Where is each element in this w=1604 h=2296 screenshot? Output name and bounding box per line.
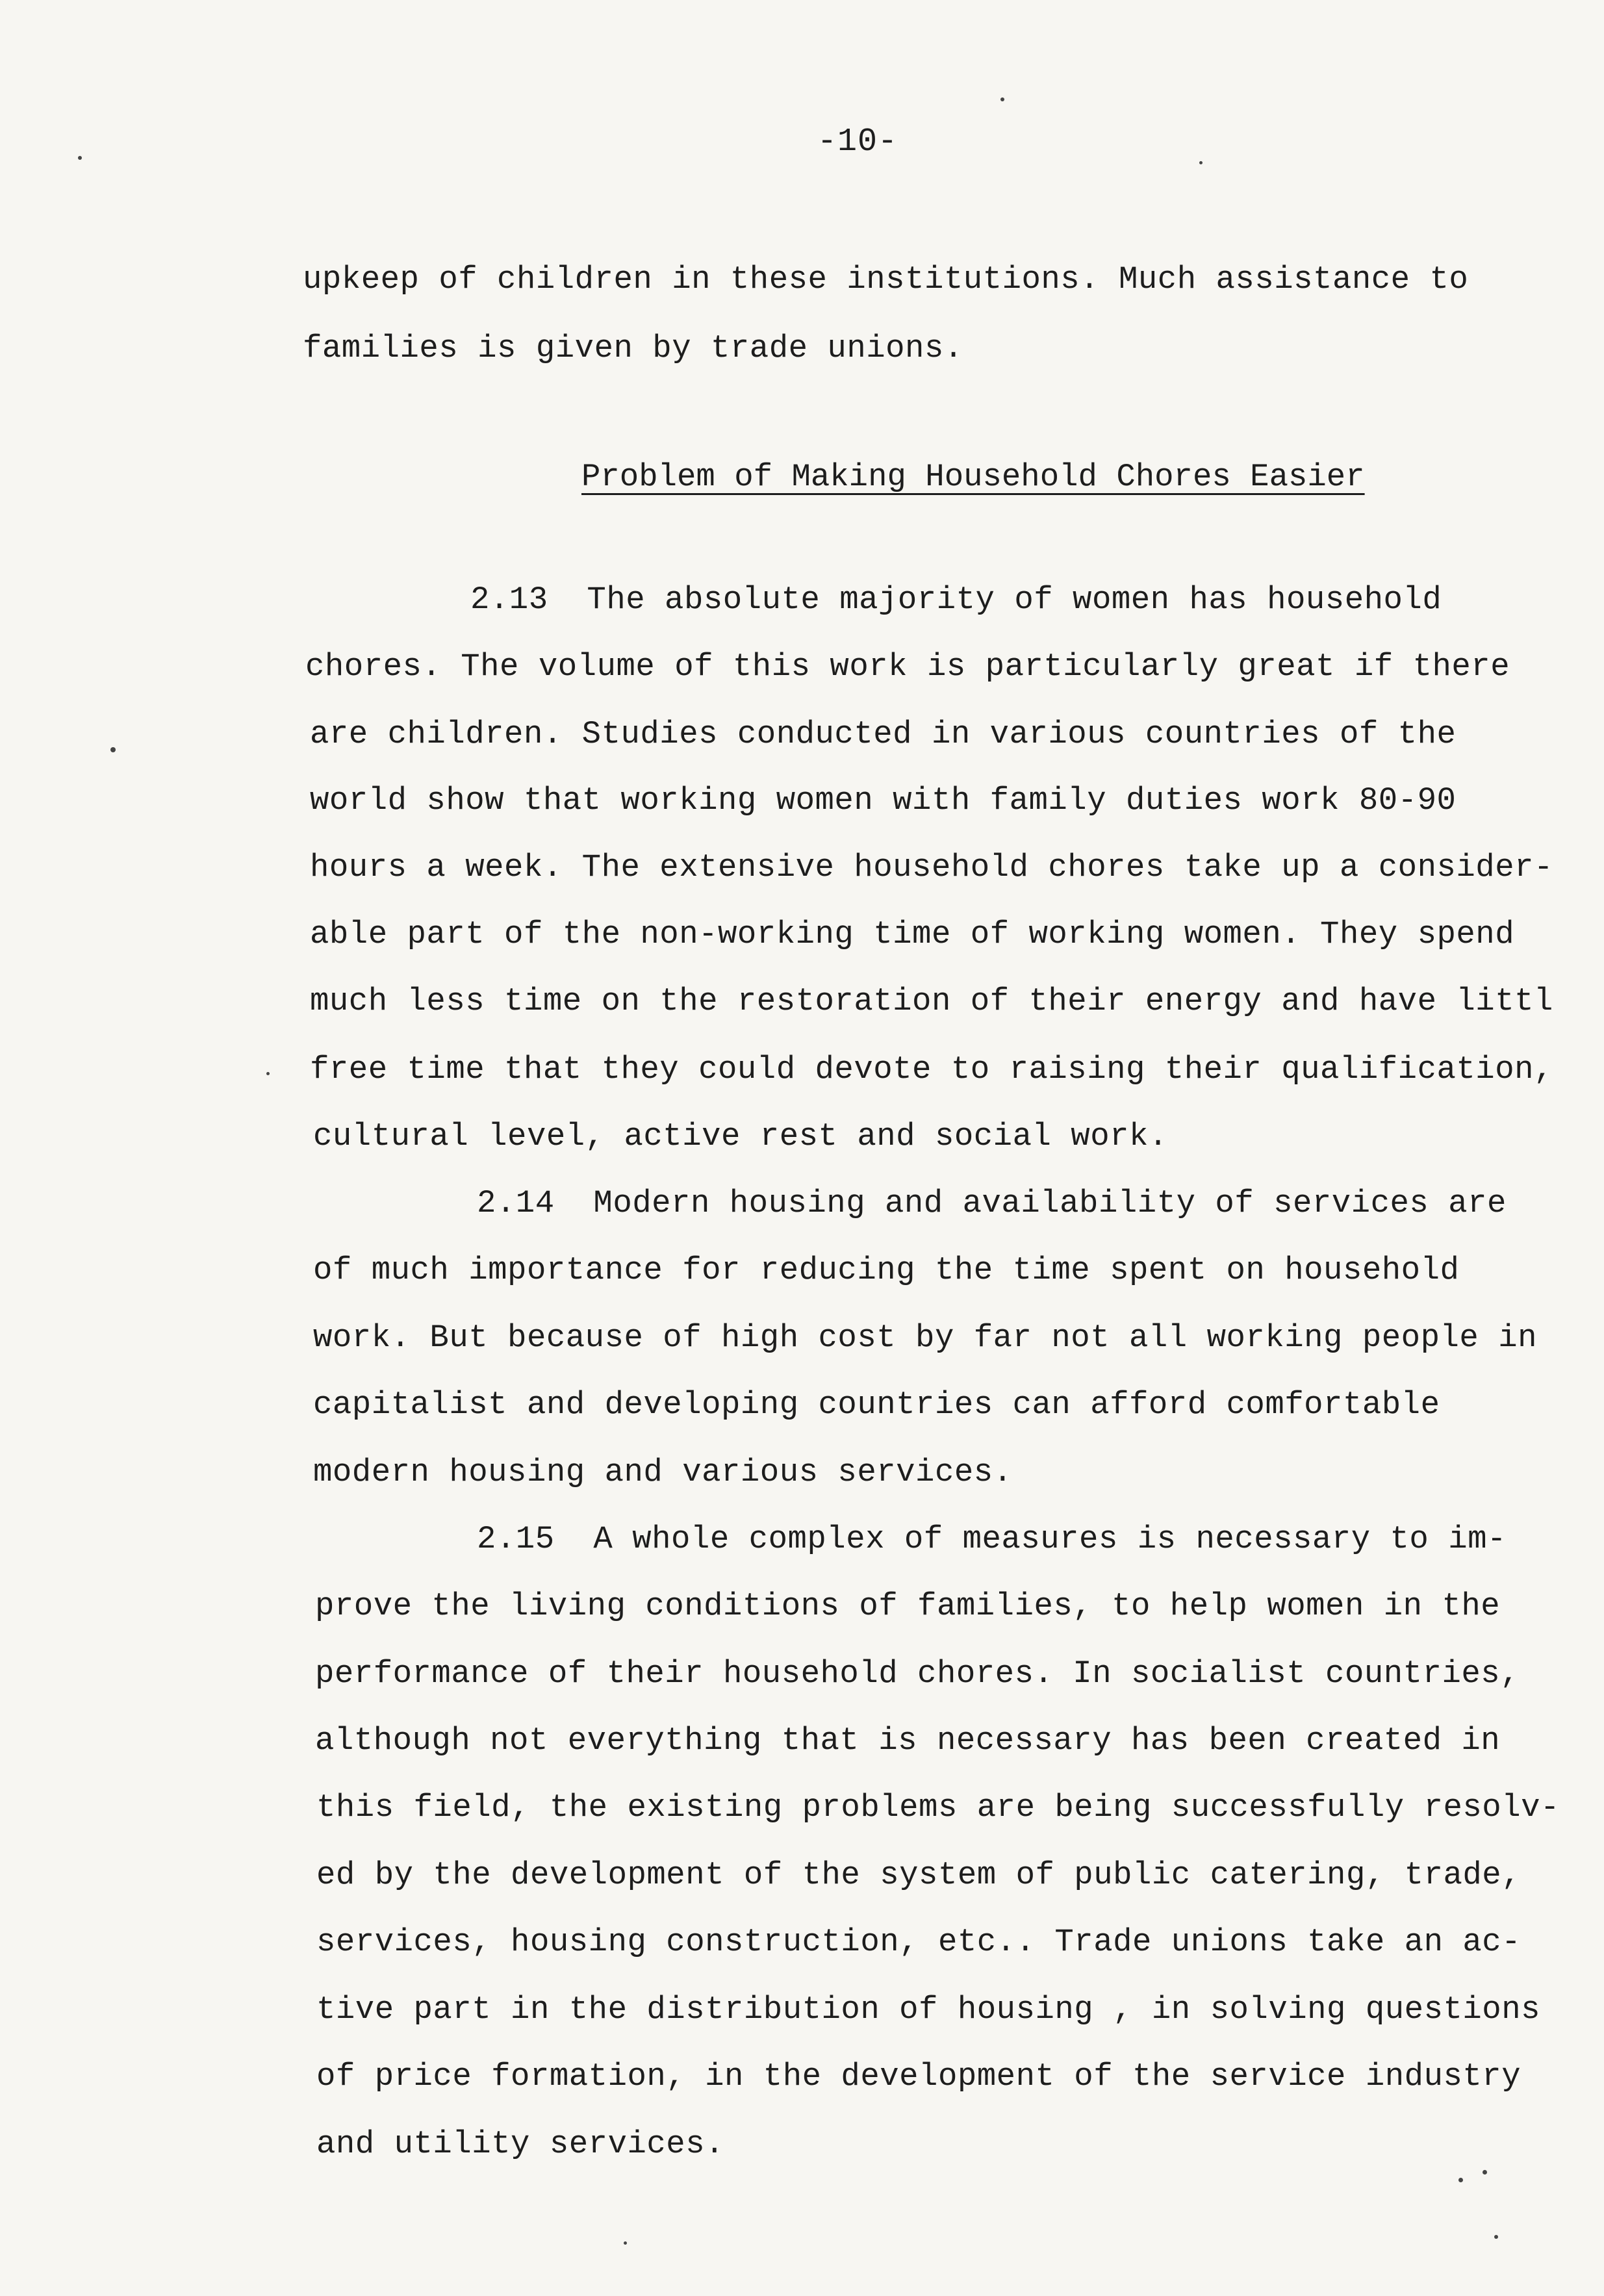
- paragraph-2-13-line: world show that working women with family duties work 80-90: [310, 782, 1457, 819]
- paragraph-2-15-line: although not everything that is necessary has been created in: [315, 1722, 1501, 1759]
- paragraph-2-14-line: capitalist and developing countries can afford comfortable: [313, 1386, 1440, 1423]
- paragraph-2-15-line: prove the living conditions of families, to help women in the: [315, 1588, 1501, 1624]
- paragraph-2-15-line: performance of their household chores. In socialist countries,: [315, 1655, 1520, 1692]
- paragraph-2-14-line: 2.14 Modern housing and availability of services are: [477, 1185, 1507, 1221]
- intro-line: upkeep of children in these institutions. Much assistance to: [303, 261, 1469, 298]
- paragraph-2-13-line: are children. Studies conducted in various countries of the: [310, 716, 1457, 752]
- paragraph-2-13-line: hours a week. The extensive household chores take up a consider-: [310, 849, 1553, 886]
- paragraph-2-13-line: cultural level, active rest and social work.: [313, 1118, 1168, 1154]
- scan-speck: [1000, 97, 1004, 101]
- paragraph-2-13-line: 2.13 The absolute majority of women has household: [470, 581, 1442, 618]
- scan-speck: [1458, 2178, 1463, 2182]
- scan-speck: [624, 2241, 627, 2245]
- intro-line: families is given by trade unions.: [303, 330, 963, 366]
- paragraph-2-15-line: tive part in the distribution of housing , in solving questions: [316, 1991, 1541, 2028]
- scan-speck: [1494, 2235, 1498, 2239]
- paragraph-2-13-line: able part of the non-working time of working women. They spend: [310, 916, 1515, 952]
- scan-speck: [1483, 2170, 1487, 2175]
- paragraph-2-15-line: of price formation, in the development of the service industry: [316, 2058, 1521, 2095]
- paragraph-2-15-line: and utility services.: [316, 2126, 725, 2162]
- scan-speck: [78, 156, 82, 160]
- paragraph-2-15-line: services, housing construction, etc.. Trade unions take an ac-: [316, 1924, 1521, 1960]
- scan-speck: [266, 1072, 270, 1075]
- section-heading: Problem of Making Household Chores Easier: [581, 459, 1365, 495]
- paragraph-2-15-line: ed by the development of the system of public catering, trade,: [316, 1857, 1521, 1893]
- paragraph-2-14-line: of much importance for reducing the time spent on household: [313, 1252, 1460, 1288]
- paragraph-2-13-line: much less time on the restoration of their energy and have littl: [310, 983, 1553, 1019]
- scan-speck: [1199, 161, 1203, 164]
- paragraph-2-15-line: this field, the existing problems are being successfully resolv-: [316, 1789, 1560, 1826]
- paragraph-2-14-line: modern housing and various services.: [313, 1454, 1013, 1490]
- paragraph-2-14-line: work. But because of high cost by far not all working people in: [313, 1320, 1538, 1356]
- page-number: -10-: [817, 123, 898, 160]
- paragraph-2-15-line: 2.15 A whole complex of measures is necessary to im-: [477, 1521, 1507, 1557]
- scan-speck: [110, 747, 116, 752]
- paragraph-2-13-line: free time that they could devote to raising their qualification,: [310, 1051, 1553, 1088]
- paragraph-2-13-line: chores. The volume of this work is particularly great if there: [305, 648, 1510, 685]
